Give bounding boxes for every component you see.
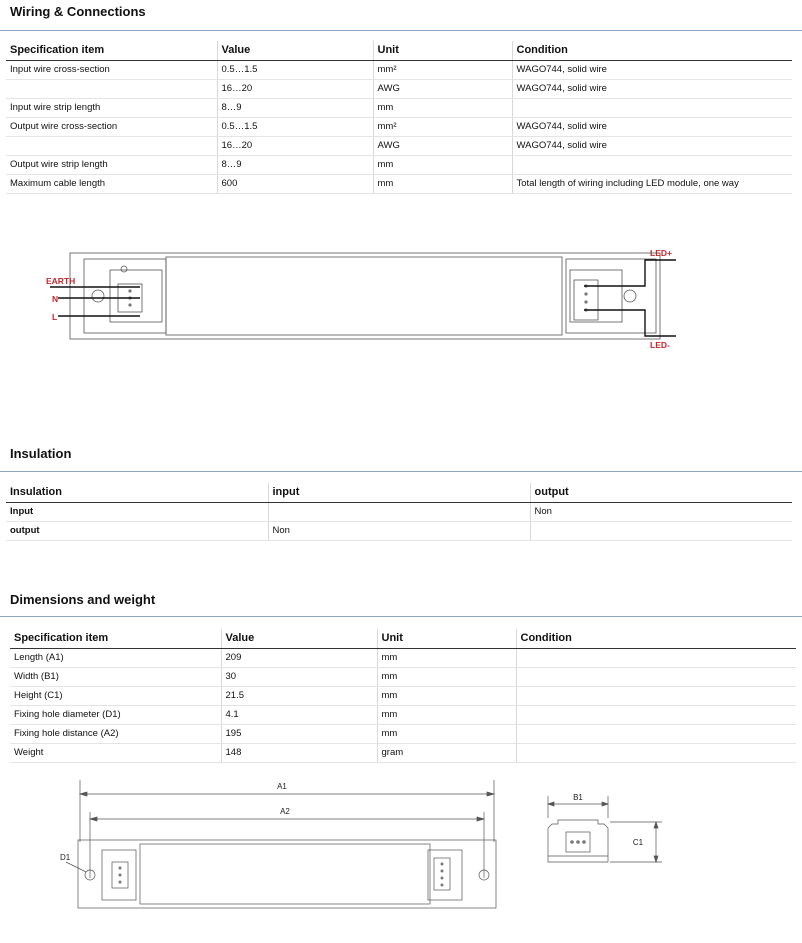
table-row [6,155,792,174]
table-row [6,502,792,521]
cell: AWG [373,79,512,98]
dimension-drawing-top [50,774,510,914]
cell: mm [373,174,512,193]
wiring-table [6,41,792,194]
cell [268,502,530,521]
header-cell: Insulation [6,483,268,502]
driver-body [140,844,430,904]
cell: Fixing hole diameter (D1) [10,705,221,724]
cell [516,686,796,705]
section-title-dimensions: Dimensions and weight [10,592,156,607]
cell: mm [373,155,512,174]
cell: 195 [221,724,377,743]
cell: Input wire cross-section [6,60,217,79]
cell: WAGO744, solid wire [512,117,792,136]
table-row [10,724,796,743]
cell: 148 [221,743,377,762]
cell: mm [377,705,516,724]
label-a2: A2 [280,807,290,816]
cell: 0.5…1.5 [217,60,373,79]
label-led-plus: LED+ [650,248,672,258]
table-row [10,648,796,667]
table-row [6,79,792,98]
cell: 16…20 [217,79,373,98]
cell: Maximum cable length [6,174,217,193]
section-rule [0,30,802,31]
cell [516,705,796,724]
cell [516,724,796,743]
header-cell: Specification item [6,41,217,60]
table-row [6,98,792,117]
cell: Height (C1) [10,686,221,705]
header-cell: Value [221,629,377,648]
driver-body [166,257,562,335]
label-l: L [52,312,58,322]
cell [512,155,792,174]
fixing-hole-icon [624,290,636,302]
label-c1: C1 [632,838,644,847]
label-earth: EARTH [46,276,76,286]
table-row [10,667,796,686]
table-row [6,117,792,136]
wiring-diagram [40,240,700,360]
cell: Length (A1) [10,648,221,667]
cell: 21.5 [221,686,377,705]
header-cell: output [530,483,792,502]
cell: Non [530,502,792,521]
output-housing [570,270,622,322]
cell: mm² [373,117,512,136]
header-cell: Specification item [10,629,221,648]
cell [512,98,792,117]
cell: mm² [373,60,512,79]
cell [516,743,796,762]
cell: 16…20 [217,136,373,155]
dimension-drawing-end [530,790,670,870]
header-cell: Condition [516,629,796,648]
output-housing [428,850,462,900]
label-a1: A1 [277,782,287,791]
cell: WAGO744, solid wire [512,79,792,98]
d1-leader [66,862,86,872]
table-row [6,136,792,155]
header-cell: Unit [373,41,512,60]
cell: mm [377,724,516,743]
table-header-row [6,41,792,60]
cell: 0.5…1.5 [217,117,373,136]
cell [6,136,217,155]
cell: WAGO744, solid wire [512,136,792,155]
cell: mm [377,686,516,705]
insulation-table [6,483,792,541]
cell: mm [377,648,516,667]
section-title-insulation: Insulation [10,446,72,461]
table-header-row [10,629,796,648]
header-cell: Value [217,41,373,60]
section-title-wiring: Wiring & Connections [10,4,146,19]
cell: AWG [373,136,512,155]
cell [6,79,217,98]
fixing-hole-icon [92,290,104,302]
header-cell: input [268,483,530,502]
cell: Fixing hole distance (A2) [10,724,221,743]
header-cell: Condition [512,41,792,60]
cell: Output wire cross-section [6,117,217,136]
table-row [10,743,796,762]
row-header-cell: output [6,521,268,540]
label-n: N [52,294,59,304]
header-cell: Unit [377,629,516,648]
cell: 30 [221,667,377,686]
table-row [6,174,792,193]
table-header-row [6,483,792,502]
cell: Input wire strip length [6,98,217,117]
cell: mm [373,98,512,117]
cell: Total length of wiring including LED module, one way [512,174,792,193]
cell: 8…9 [217,98,373,117]
row-header-cell: Input [6,502,268,521]
cell [516,648,796,667]
screw-icon [121,266,127,272]
section-rule [0,616,802,617]
table-row [10,686,796,705]
cell [516,667,796,686]
cell: 600 [217,174,373,193]
cell: mm [377,667,516,686]
table-row [6,60,792,79]
cell: 209 [221,648,377,667]
cell: gram [377,743,516,762]
table-row [10,705,796,724]
cell: Non [268,521,530,540]
cell: Width (B1) [10,667,221,686]
cell [530,521,792,540]
label-d1: D1 [60,853,71,862]
label-led-minus: LED- [650,340,670,350]
dimensions-table [10,629,796,763]
table-row [6,521,792,540]
cell: Output wire strip length [6,155,217,174]
section-rule [0,471,802,472]
cell: 4.1 [221,705,377,724]
label-b1: B1 [573,793,583,802]
cell: 8…9 [217,155,373,174]
cell: Weight [10,743,221,762]
driver-enclosure [70,253,660,339]
cell: WAGO744, solid wire [512,60,792,79]
